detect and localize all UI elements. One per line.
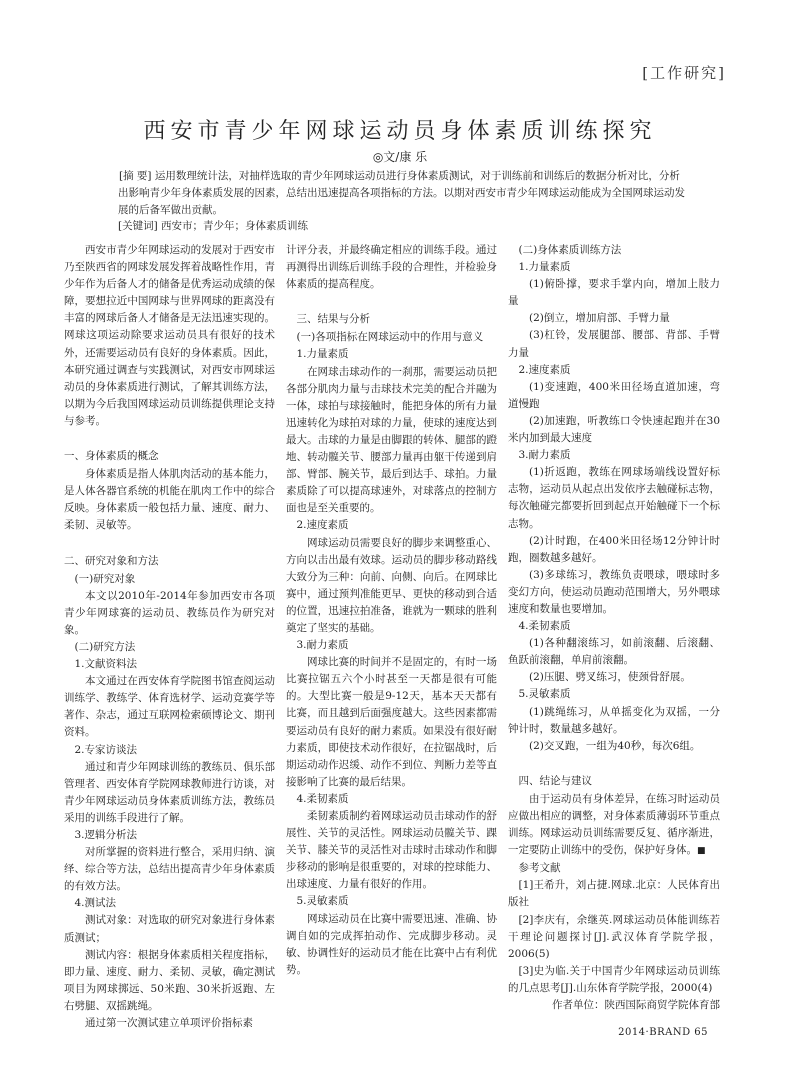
subheading: 2.专家访谈法 xyxy=(74,743,138,756)
list-item: (2)加速跑，听教练口令快速起跑并在30米内加到最大速度 xyxy=(508,414,720,445)
heading-section-1: 一、身体素质的概念 xyxy=(64,450,159,463)
list-item: (1)跳绳练习，从单摇变化为双摇，一分钟计时，数量越多越好。 xyxy=(508,705,720,735)
subheading: 2.速度素质 xyxy=(518,363,571,376)
heading-section-2: 二、研究对象和方法 xyxy=(64,554,159,567)
reference-item: [2]李庆有，余继英.网球运动员体能训练若干理论问题探讨[J].武汉体育学院学报，2006(5) xyxy=(508,913,720,960)
body-paragraph: 网球运动员需要良好的脚步来调整重心、方向以击出最有效球。运动员的脚步移动路线大致分为三种：向前、向侧、向后。在网球比赛中，通过预判准能更早、更快的移动到合适的位置，迅速拉拍准备，谁就为一颗球的胜利奠定了坚实的基础。 xyxy=(286,536,497,634)
keywords: [关键词] 西安市；青少年；身体素质训练 xyxy=(118,220,309,232)
abstract: [摘 要] 运用数理统计法，对抽样选取的青少年网球运动员进行身体素质测试，对于训练前和训练后的数据分析对比，分析出影响青少年身体素质发展的因素，总结出迅速提高各项指标的方法。以期对西安市青少年网球运动能成为全国网球运动发展的后备军做出贡献。 xyxy=(118,170,685,216)
body-paragraph: 计评分表，并最终确定相应的训练手段。通过再测得出训练后训练手段的合理性，并检验身体素质的提高程度。 xyxy=(286,244,497,291)
list-item: (1)俯卧撑，要求手掌内向，增加上肢力量 xyxy=(508,278,720,308)
page-footer: 2014·BRAND 65 xyxy=(618,1027,708,1038)
list-item: (2)计时跑，在400米田径场12分钟计时跑，圈数越多越好。 xyxy=(508,534,720,564)
reference-item: [3]史为临.关于中国青少年网球运动员训练的几点思考[J].山东体育学院学报，2000(4) xyxy=(508,964,720,994)
author-affiliation: 作者单位：陕西国际商贸学院体育部 xyxy=(552,999,720,1012)
body-paragraph: 测试内容：根据身体素质相关程度指标，即力量、速度、耐力、柔韧、灵敏，确定测试项目为网球掷远、50米跑、30米折返跑、左右劈腿、双摇跳绳。 xyxy=(64,948,275,1012)
subheading: 3.逻辑分析法 xyxy=(74,829,138,841)
intro-paragraph: 西安市青少年网球运动的发展对于西安市乃至陕西省的网球发展发挥着战略性作用，青少年作为后备人才的储备是优秀运动成绩的保障，要想拉近中国网球与世界网球的距离没有丰富的网球后备人才储备是无法迅速实现的。网球这项运动除要求运动员具有很好的技术外，还需要运动员有良好的身体素质。因此，本研究通过调查与实践测试，对西安市网球运动员的身体素质进行测试，了解其训练方法，以期为今后我国网球运动员训练提供理论支持与参考。 xyxy=(64,244,275,427)
body-paragraph: 本文以2010年-2014年参加西安市各项青少年网球赛的运动员、教练员作为研究对象。 xyxy=(64,589,275,636)
body-paragraph: 网球运动员在比赛中需要迅速、准确、协调自如的完成挥拍动作、完成脚步移动。灵敏、协调性好的运动员才能在比赛中占有利优势。 xyxy=(286,912,497,976)
body-paragraph xyxy=(508,791,720,860)
list-item: (2)倒立，增加肩部、手臂力量 xyxy=(529,312,670,325)
list-item: (1)各种翻滚练习，如前滚翻、后滚翻、鱼跃前滚翻，单肩前滚翻。 xyxy=(508,637,720,667)
subheading: 2.速度素质 xyxy=(296,519,349,532)
article-author: ◎文/康 乐 xyxy=(372,150,428,164)
subheading: 5.灵敏素质 xyxy=(296,895,349,908)
column-middle xyxy=(286,242,497,979)
subheading: 4.柔韧素质 xyxy=(296,792,349,805)
body-paragraph: 通过第一次测试建立单项评价指标素 xyxy=(85,1017,253,1030)
body-paragraph: 柔韧素质制约着网球运动员击球动作的舒展性、关节的灵活性。网球运动员髋关节、踝关节、膝关节的灵活性对击球时击球动作和脚步移动的影响是很重要的，对球的控球能力、出球速度、力量有很好的作用。 xyxy=(286,810,497,891)
body-paragraph: 通过和青少年网球训练的教练员、俱乐部管理者、西安体育学院网球教师进行访谈，对青少年网球运动员身体素质训练方法，教练员采用的训练手段进行了解。 xyxy=(64,760,275,824)
references-heading: 参考文献 xyxy=(518,862,561,875)
heading-section-4: 四、结论与建议 xyxy=(518,774,592,787)
body-paragraph: 对所掌握的资料进行整合，采用归纳、演绎、综合等方法，总结出提高青少年身体素质的有效方法。 xyxy=(64,846,275,893)
section-tag: [工作研究] xyxy=(642,64,726,82)
subheading: 3.耐力素质 xyxy=(518,449,571,462)
subheading: 1.力量素质 xyxy=(296,348,349,361)
list-item: (3)杠铃，发展腿部、腰部、背部、手臂力量 xyxy=(508,329,720,359)
list-item: (2)压腿、劈叉练习，使颈骨舒展。 xyxy=(529,671,691,684)
body-paragraph: 身体素质是指人体肌肉活动的基本能力，是人体各器官系统的机能在肌肉工作中的综合反映。身体素质一般包括力量、速度、耐力、柔韧、灵敏等。 xyxy=(64,468,275,532)
body-paragraph: 在网球击球动作的一刹那，需要运动员把各部分肌肉力量与击球技术完美的配合并融为一体，球拍与球接触时，能把身体的所有力量迅速转化为球拍对球的力量，使球的速度达到最大。击球的力量是由脚跟的转体、腿部的蹬地、转动髋关节、腰部力量再由躯干传递到肩部、臂部、腕关节，最后到达手、球拍。力量素质除了可以提高球速外，对球落点的控制方面也是至关重要的。 xyxy=(286,365,497,515)
subheading: 3.耐力素质 xyxy=(296,639,349,652)
reference-item: [1]王希升，刘占捷.网球.北京：人民体育出版社 xyxy=(508,879,720,909)
heading-section-3: 三、结果与分析 xyxy=(296,313,370,326)
body-paragraph: 网球比赛的时间并不是固定的，有时一场比赛拉锯五六个小时甚至一天都是很有可能的。大型比赛一般是9-12天，基本天天都有比赛，而且越到后面强度越大。这些因素都需要运动员有良好的耐力素质。如果没有很好耐力素质，即使技术动作很好，在拉锯战时，后期运动动作迟缓、动作不到位、判断力差等直接影响了比赛的最后结果。 xyxy=(286,656,497,788)
subheading: (二)身体素质训练方法 xyxy=(518,244,622,256)
subheading: 1.文献资料法 xyxy=(74,658,138,671)
end-mark: ■ xyxy=(697,846,706,857)
list-item: (1)变速跑，400米田径场直道加速，弯道慢跑 xyxy=(508,380,720,410)
subheading: 5.灵敏素质 xyxy=(518,688,571,701)
list-item: (3)多球练习，教练负责喂球，喂球时多变幻方向，使运动员跑动范围增大，另外喂球速度和数量也要增加。 xyxy=(508,568,720,615)
subheading: (二)研究方法 xyxy=(74,640,136,653)
subheading: 4.测试法 xyxy=(74,897,117,910)
column-left xyxy=(64,242,275,1032)
subheading: 1.力量素质 xyxy=(518,261,571,274)
conclusion-text: 由于运动员有身体差异，在练习时运动员应做出相应的调整，对身体素质薄弱环节重点训练。网球运动员训练需要反复、循序渐进，一定要防止训练中的受伤，保护好身体。 xyxy=(508,792,720,857)
list-item: (2)交叉跑，一组为40秒，每次6组。 xyxy=(529,739,701,752)
article-title: 西安市青少年网球运动员身体素质训练探究 xyxy=(143,119,657,144)
body-paragraph: 本文通过在西安体育学院图书馆查阅运动训练学、教练学、体育选材学、运动竞赛学等著作、杂志，通过互联网检索硕博论文、期刊资料。 xyxy=(64,675,275,739)
subheading: (一)研究对象 xyxy=(74,572,136,585)
body-paragraph: 测试对象：对选取的研究对象进行身体素质测试； xyxy=(64,914,275,944)
list-item: (1)折返跑，教练在网球场端线设置好标志物，运动员从起点出发依序去触碰标志物，每次触碰完都要折回到起点开始触碰下一个标志物。 xyxy=(508,466,720,530)
column-right xyxy=(508,242,720,1014)
subheading: 4.柔韧素质 xyxy=(518,620,571,633)
subheading: (一)各项指标在网球运动中的作用与意义 xyxy=(296,331,484,344)
